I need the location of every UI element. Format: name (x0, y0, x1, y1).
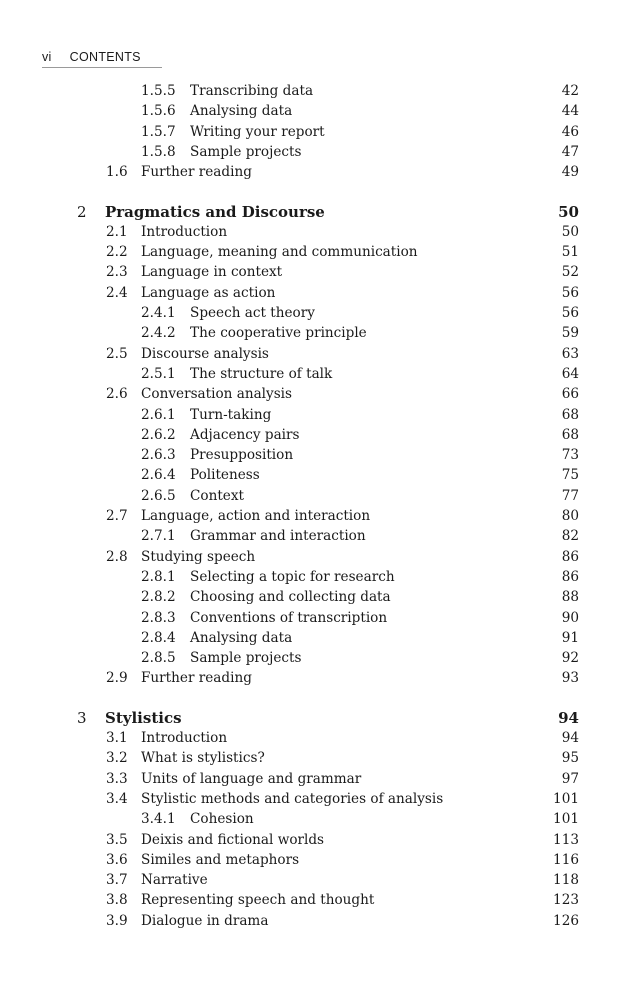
toc-section-title: Analysing data (190, 629, 293, 646)
toc-section-number: 3 (77, 708, 87, 727)
page-number: vi (42, 50, 52, 64)
toc-page-number: 101 (553, 811, 579, 828)
toc-section-number: 1.5.6 (141, 103, 176, 120)
toc-entry-row (0, 425, 630, 445)
toc-section-title: Conventions of transcription (190, 609, 388, 626)
toc-entry-row (0, 547, 630, 567)
toc-section-number: 2.8.3 (141, 609, 176, 626)
toc-page-number: 93 (561, 670, 579, 687)
toc-section-title: Narrative (141, 872, 208, 889)
toc-page-number: 66 (561, 386, 579, 403)
toc-entry-row (0, 101, 630, 121)
toc-page-number: 94 (558, 708, 579, 727)
toc-section-title: Grammar and interaction (190, 528, 366, 545)
toc-entry-row (0, 608, 630, 628)
toc-page-number: 46 (561, 123, 579, 140)
toc-section-number: 2 (77, 202, 87, 221)
toc-section-number: 2.6 (106, 386, 128, 403)
toc-page-number: 95 (561, 750, 579, 767)
toc-section-number: 2.5 (106, 345, 128, 362)
toc-section-title: Deixis and fictional worlds (141, 831, 325, 848)
toc-page-number: 91 (561, 629, 579, 646)
toc-section-number: 2.5.1 (141, 365, 176, 382)
toc-entry-row (0, 567, 630, 587)
toc-section-number: 3.2 (106, 750, 128, 767)
toc-section-number: 2.6.4 (141, 467, 176, 484)
toc-entry-row (0, 628, 630, 648)
toc-section-title: Sample projects (190, 650, 302, 667)
toc-section-title: Turn-taking (190, 406, 272, 423)
toc-page-number: 47 (561, 143, 579, 160)
toc-section-number: 2.8 (106, 548, 128, 565)
toc-section-title: Stylistics (105, 708, 182, 727)
toc-entry-row (0, 769, 630, 789)
toc-section-title: Language, meaning and communication (141, 244, 418, 261)
toc-entry-row (0, 242, 630, 262)
toc-section-number: 3.6 (106, 851, 128, 868)
toc-section-number: 3.7 (106, 872, 128, 889)
toc-section-number: 2.6.5 (141, 487, 176, 504)
toc-page-number: 80 (561, 508, 579, 524)
toc-entry-row (0, 465, 630, 485)
toc-section-number: 3.5 (106, 831, 128, 848)
toc-section-title: Dialogue in drama (141, 912, 269, 929)
toc-page-number: 97 (561, 770, 579, 787)
toc-section-number: 2.8.1 (141, 568, 176, 585)
toc-entry-row (0, 728, 630, 748)
toc-section-title: Sample projects (190, 143, 302, 160)
toc-entry-row (0, 870, 630, 890)
toc-section-title: Selecting a topic for research (190, 568, 395, 585)
toc-section-number: 2.6.1 (141, 406, 176, 423)
toc-page-number: 113 (553, 831, 579, 848)
toc-entry-row (0, 587, 630, 607)
toc-section-number: 2.7.1 (141, 528, 176, 545)
toc-section-number: 2.8.2 (141, 589, 176, 606)
toc-page-number: 126 (553, 912, 579, 929)
toc-entry-row (0, 222, 630, 242)
toc-entry-row (0, 162, 630, 182)
toc-section-number: 3.9 (106, 912, 128, 929)
toc-entry-row (0, 303, 630, 323)
toc-section-title: Conversation analysis (141, 386, 293, 403)
toc-section-number: 1.5.7 (141, 123, 176, 140)
toc-section-number: 2.4.1 (141, 305, 176, 321)
toc-page-number: 59 (561, 325, 579, 342)
toc-entry-row (0, 830, 630, 850)
toc-section-title: Politeness (190, 467, 260, 484)
toc-section-title: Units of language and grammar (141, 770, 362, 787)
toc-section-title: Analysing data (190, 103, 293, 120)
toc-section-title: Writing your report (190, 123, 325, 140)
toc-page-number: 44 (561, 103, 579, 120)
toc-section-title: Adjacency pairs (190, 426, 300, 443)
toc-section-number: 1.5.5 (141, 83, 176, 99)
toc-page-number: 50 (561, 223, 579, 240)
toc-entry-row (0, 890, 630, 910)
toc-page-number: 56 (561, 284, 579, 301)
toc-section-title: Further reading (141, 164, 252, 181)
toc-chapter-row (0, 708, 630, 728)
toc-section-number: 3.4 (106, 790, 128, 807)
toc-entry-row (0, 283, 630, 303)
toc-section-title: Cohesion (190, 811, 254, 828)
toc-page-number: 68 (561, 406, 579, 423)
toc-page-number: 90 (561, 609, 579, 626)
toc-section-title: Representing speech and thought (141, 892, 375, 909)
toc-section-number: 2.6.2 (141, 426, 176, 443)
toc-page-number: 49 (561, 164, 579, 181)
toc-section-number: 2.3 (106, 264, 128, 281)
running-title: CONTENTS (69, 50, 141, 64)
toc-section-number: 2.4.2 (141, 325, 176, 342)
toc-page-number: 77 (561, 487, 579, 504)
toc-section-number: 2.2 (106, 244, 128, 261)
toc-page-number: 88 (561, 589, 579, 606)
toc-entry-row (0, 526, 630, 546)
toc-page-number: 50 (558, 202, 579, 221)
toc-section-title: Discourse analysis (141, 345, 269, 362)
toc-section-number: 3.8 (106, 892, 128, 909)
toc-entry-row (0, 445, 630, 465)
toc-page-number: 52 (561, 264, 579, 281)
toc-section-title: Language in context (141, 264, 283, 281)
toc-page-number: 94 (561, 730, 579, 746)
toc-section-title: Pragmatics and Discourse (105, 202, 325, 221)
toc-entry-row (0, 364, 630, 384)
toc-section-title: What is stylistics? (141, 750, 265, 767)
toc-entry-row (0, 486, 630, 506)
toc-entry-row (0, 262, 630, 282)
toc-section-number: 1.6 (106, 164, 128, 181)
toc-entry-row (0, 850, 630, 870)
toc-entry-row (0, 506, 630, 526)
toc-section-title: Language, action and interaction (141, 508, 371, 524)
toc-section-number: 2.6.3 (141, 447, 176, 464)
toc-entry-row (0, 789, 630, 809)
toc-section-number: 2.8.4 (141, 629, 176, 646)
toc-page-number: 73 (561, 447, 579, 464)
toc-section-title: Stylistic methods and categories of analysis (141, 790, 444, 807)
toc-entry-row (0, 668, 630, 688)
toc-section-title: Language as action (141, 284, 276, 301)
toc-page-number: 86 (561, 568, 579, 585)
toc-section-number: 3.3 (106, 770, 128, 787)
toc-section-title: Transcribing data (190, 83, 314, 99)
toc-page-number: 56 (561, 305, 579, 321)
toc-entry-row (0, 344, 630, 364)
toc-section-title: Speech act theory (190, 305, 315, 321)
toc-section-title: Studying speech (141, 548, 256, 565)
toc-entry-row (0, 809, 630, 829)
toc-section-number: 2.9 (106, 670, 128, 687)
toc-page-number: 42 (561, 83, 579, 99)
toc-entry-row (0, 748, 630, 768)
toc-section-title: The cooperative principle (190, 325, 367, 342)
toc-chapter-row (0, 202, 630, 222)
toc-page-number: 116 (553, 851, 579, 868)
toc-entry-row (0, 122, 630, 142)
toc-section-title: Introduction (141, 730, 228, 746)
toc-section-title: Presupposition (190, 447, 294, 464)
toc-page-number: 64 (561, 365, 579, 382)
toc-section-number: 1.5.8 (141, 143, 176, 160)
toc-page-number: 51 (561, 244, 579, 261)
toc-entry-row (0, 648, 630, 668)
toc-section-number: 2.1 (106, 223, 128, 240)
toc-page-number: 123 (553, 892, 579, 909)
toc-entry-row (0, 384, 630, 404)
toc-entry-row (0, 323, 630, 343)
toc-page-number: 75 (561, 467, 579, 484)
toc-section-title: The structure of talk (190, 365, 333, 382)
toc-section-number: 2.8.5 (141, 650, 176, 667)
toc-section-number: 3.4.1 (141, 811, 176, 828)
toc-section-number: 2.7 (106, 508, 128, 524)
toc-page-number: 86 (561, 548, 579, 565)
toc-section-number: 2.4 (106, 284, 128, 301)
toc-page-number: 63 (561, 345, 579, 362)
toc-page-number: 101 (553, 790, 579, 807)
toc-page-number: 68 (561, 426, 579, 443)
toc-page-number: 82 (561, 528, 579, 545)
toc-entry-row (0, 911, 630, 931)
toc-section-title: Choosing and collecting data (190, 589, 391, 606)
toc-page-number: 118 (553, 872, 579, 889)
toc-entry-row (0, 405, 630, 425)
toc-entry-row (0, 81, 630, 101)
toc-section-title: Further reading (141, 670, 252, 687)
toc-section-title: Context (190, 487, 244, 504)
toc-section-title: Similes and metaphors (141, 851, 300, 868)
toc-page-number: 92 (561, 650, 579, 667)
toc-section-number: 3.1 (106, 730, 128, 746)
toc-entry-row (0, 142, 630, 162)
toc-section-title: Introduction (141, 223, 228, 240)
